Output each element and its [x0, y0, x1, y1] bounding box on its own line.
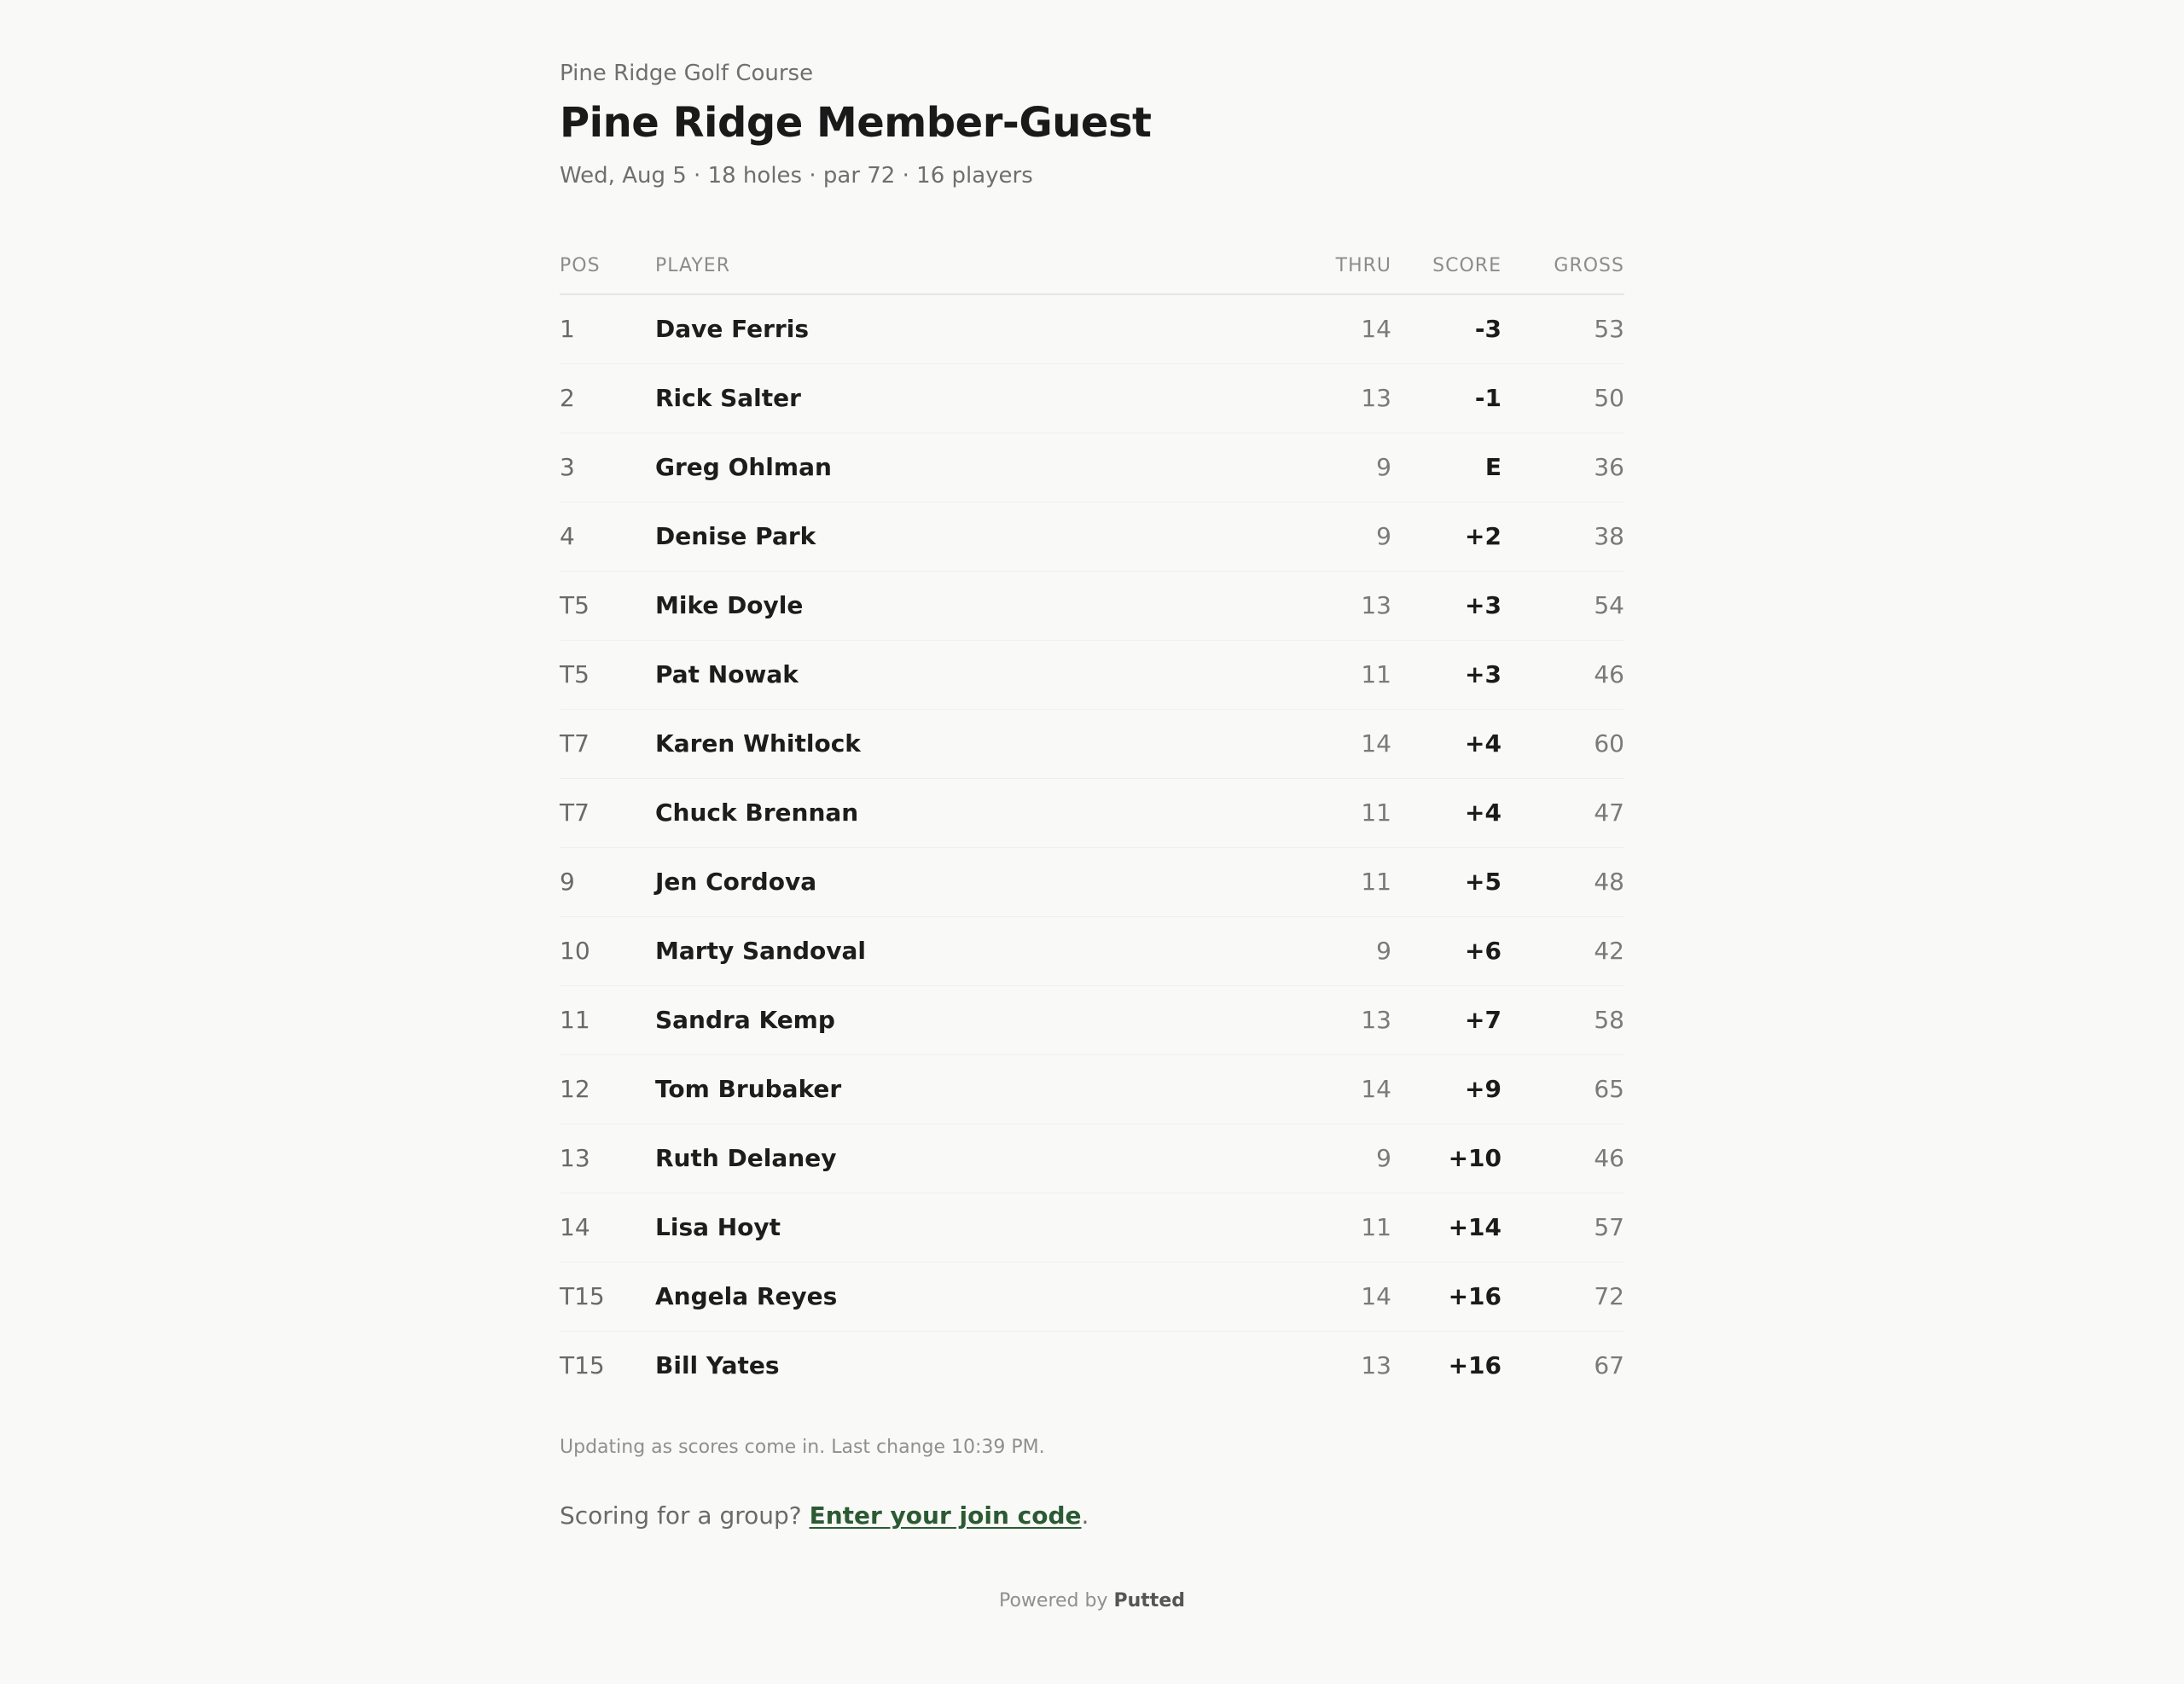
cell-player: Greg Ohlman — [655, 453, 832, 481]
cell-pos: T15 — [560, 1282, 605, 1310]
table-row — [560, 1332, 1624, 1400]
column-header-pos: POS — [560, 255, 601, 276]
cell-player: Rick Salter — [655, 384, 801, 412]
column-header-player: PLAYER — [655, 255, 730, 276]
cell-gross: 46 — [1594, 1144, 1624, 1172]
cell-player: Karen Whitlock — [655, 729, 861, 758]
cell-player: Marty Sandoval — [655, 937, 866, 965]
cell-pos: 11 — [560, 1006, 590, 1034]
cell-gross: 58 — [1594, 1006, 1624, 1034]
cell-gross: 46 — [1594, 660, 1624, 688]
cell-gross: 36 — [1594, 453, 1624, 481]
cell-player: Jen Cordova — [655, 868, 817, 896]
cell-thru: 13 — [1361, 1351, 1391, 1379]
table-row — [560, 295, 1624, 364]
page-title: Pine Ridge Member-Guest — [560, 99, 1152, 147]
table-row — [560, 779, 1624, 848]
cell-player: Lisa Hoyt — [655, 1213, 781, 1241]
table-row — [560, 986, 1624, 1055]
cell-gross: 48 — [1594, 868, 1624, 896]
cell-player: Denise Park — [655, 522, 816, 550]
cell-thru: 14 — [1361, 1282, 1391, 1310]
cell-score: +2 — [1465, 522, 1502, 550]
footer-brand: Putted — [1113, 1590, 1185, 1611]
cell-score: +10 — [1448, 1144, 1502, 1172]
cell-score: +9 — [1465, 1075, 1502, 1103]
cell-gross: 54 — [1594, 591, 1624, 619]
cell-score: +5 — [1465, 868, 1502, 896]
cell-score: +16 — [1448, 1351, 1502, 1379]
cell-player: Mike Doyle — [655, 591, 804, 619]
cell-gross: 42 — [1594, 937, 1624, 965]
cell-thru: 13 — [1361, 591, 1391, 619]
cell-gross: 60 — [1594, 729, 1624, 758]
leaderboard-page — [560, 53, 1624, 1533]
cell-pos: 13 — [560, 1144, 590, 1172]
table-body — [560, 295, 1624, 1400]
footer — [0, 1590, 2184, 1611]
table-row — [560, 572, 1624, 641]
table-row — [560, 433, 1624, 502]
cell-score: -1 — [1474, 384, 1502, 412]
cell-thru: 13 — [1361, 384, 1391, 412]
join-prompt — [560, 1499, 1624, 1533]
cell-pos: T7 — [560, 729, 590, 758]
cell-thru: 14 — [1361, 729, 1391, 758]
cell-pos: 9 — [560, 868, 575, 896]
cell-gross: 38 — [1594, 522, 1624, 550]
column-header-thru: THRU — [1335, 255, 1391, 276]
cell-pos: 14 — [560, 1213, 590, 1241]
cell-thru: 11 — [1361, 868, 1391, 896]
cell-gross: 65 — [1594, 1075, 1624, 1103]
cell-player: Bill Yates — [655, 1351, 780, 1379]
cell-score: E — [1484, 453, 1502, 481]
cell-pos: 12 — [560, 1075, 590, 1103]
table-row — [560, 710, 1624, 779]
cell-player: Sandra Kemp — [655, 1006, 835, 1034]
cell-thru: 14 — [1361, 1075, 1391, 1103]
cell-pos: 2 — [560, 384, 575, 412]
table-row — [560, 1263, 1624, 1332]
table-row — [560, 502, 1624, 572]
cell-gross: 50 — [1594, 384, 1624, 412]
join-code-link[interactable]: Enter your join code — [809, 1501, 1082, 1530]
cell-thru: 11 — [1361, 660, 1391, 688]
join-prompt-suffix: . — [1081, 1501, 1089, 1530]
cell-player: Angela Reyes — [655, 1282, 838, 1310]
cell-pos: 10 — [560, 937, 590, 965]
table-row — [560, 1124, 1624, 1193]
table-row — [560, 1193, 1624, 1263]
cell-player: Pat Nowak — [655, 660, 799, 688]
leaderboard-table — [560, 239, 1624, 1400]
table-row — [560, 364, 1624, 433]
table-row — [560, 641, 1624, 710]
cell-gross: 67 — [1594, 1351, 1624, 1379]
cell-player: Tom Brubaker — [655, 1075, 842, 1103]
cell-score: +4 — [1465, 798, 1502, 827]
cell-thru: 9 — [1376, 937, 1391, 965]
column-header-gross: GROSS — [1554, 255, 1624, 276]
cell-thru: 9 — [1376, 522, 1391, 550]
cell-pos: 4 — [560, 522, 575, 550]
table-row — [560, 917, 1624, 986]
footer-powered-by: Powered by — [998, 1590, 1108, 1611]
cell-score: +3 — [1465, 660, 1502, 688]
event-meta: Wed, Aug 5 · 18 holes · par 72 · 16 players — [560, 163, 1033, 189]
table-row — [560, 1055, 1624, 1124]
table-row — [560, 848, 1624, 917]
cell-player: Chuck Brennan — [655, 798, 859, 827]
cell-pos: T7 — [560, 798, 590, 827]
cell-score: +7 — [1465, 1006, 1502, 1034]
cell-pos: T5 — [560, 660, 590, 688]
cell-score: +3 — [1465, 591, 1502, 619]
cell-player: Ruth Delaney — [655, 1144, 837, 1172]
cell-pos: 3 — [560, 453, 575, 481]
cell-thru: 13 — [1361, 1006, 1391, 1034]
cell-thru: 9 — [1376, 453, 1391, 481]
cell-score: +16 — [1448, 1282, 1502, 1310]
cell-player: Dave Ferris — [655, 315, 809, 343]
update-status: Updating as scores come in. Last change 10:39 PM. — [560, 1437, 1045, 1458]
cell-thru: 9 — [1376, 1144, 1391, 1172]
column-header-score: SCORE — [1432, 255, 1502, 276]
cell-thru: 14 — [1361, 315, 1391, 343]
cell-pos: T15 — [560, 1351, 605, 1379]
join-prompt-text: Scoring for a group? — [560, 1501, 802, 1530]
cell-thru: 11 — [1361, 798, 1391, 827]
cell-score: +4 — [1465, 729, 1502, 758]
cell-pos: T5 — [560, 591, 590, 619]
cell-score: +6 — [1465, 937, 1502, 965]
cell-score: -3 — [1474, 315, 1502, 343]
cell-gross: 72 — [1594, 1282, 1624, 1310]
cell-pos: 1 — [560, 315, 575, 343]
cell-score: +14 — [1448, 1213, 1502, 1241]
cell-gross: 53 — [1594, 315, 1624, 343]
course-name: Pine Ridge Golf Course — [560, 61, 814, 86]
cell-thru: 11 — [1361, 1213, 1391, 1241]
cell-gross: 47 — [1594, 798, 1624, 827]
cell-gross: 57 — [1594, 1213, 1624, 1241]
table-header — [560, 239, 1624, 295]
